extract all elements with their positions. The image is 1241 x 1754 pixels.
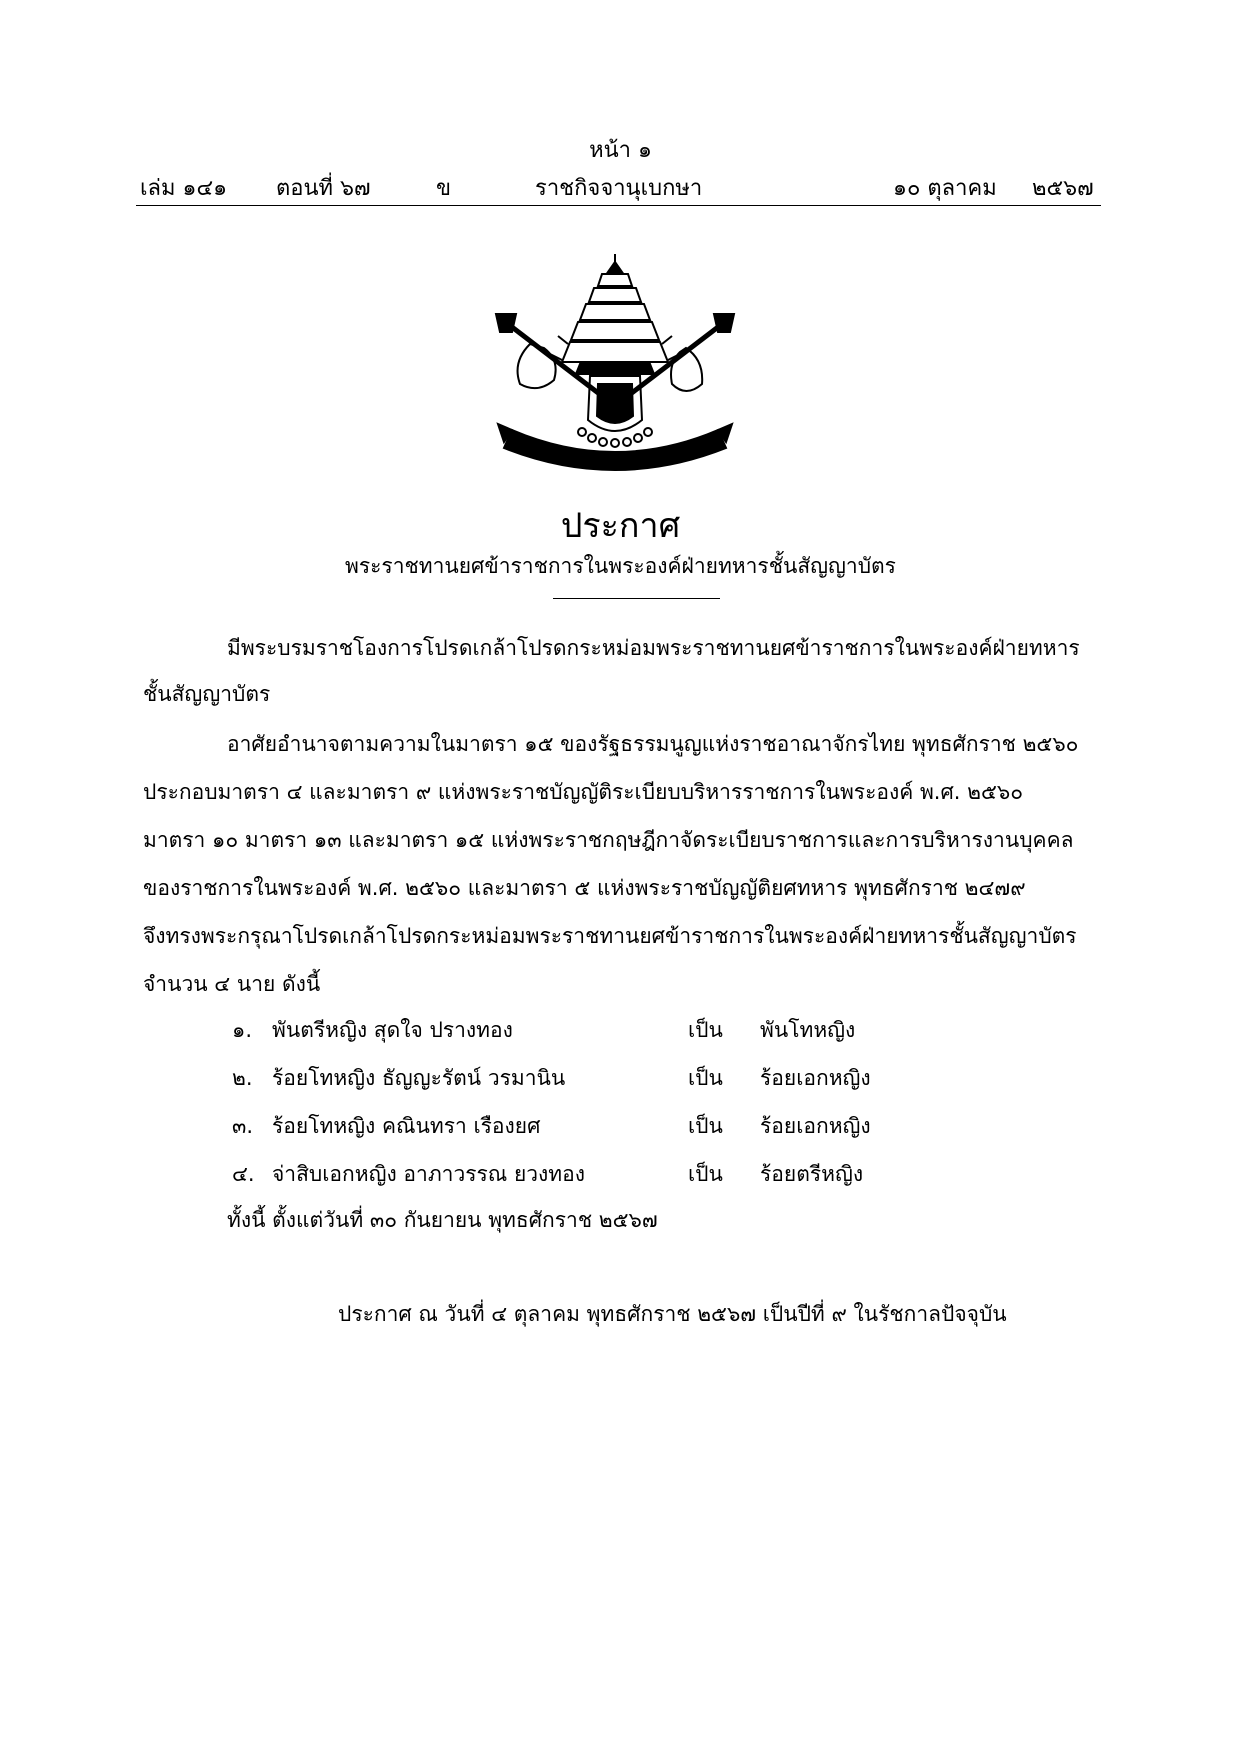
- header-rule: [136, 205, 1101, 206]
- section-number: ตอนที่ ๖๗: [276, 176, 371, 201]
- publication-name: ราชกิจจานุเบกษา: [535, 176, 703, 201]
- list-item-as: เป็น: [688, 1018, 723, 1042]
- list-item: [0, 1014, 1241, 1044]
- section-letter: ข: [436, 176, 452, 201]
- paragraph-1-line-1: มีพระบรมราชโองการโปรดเกล้าโปรดกระหม่อมพระราชทานยศข้าราชการในพระองค์ฝ่ายทหาร: [227, 636, 1080, 660]
- list-item-as: เป็น: [688, 1114, 723, 1138]
- list-item-rank: พันโทหญิง: [760, 1018, 856, 1042]
- list-item-number: ๒.: [232, 1066, 253, 1090]
- list-item-as: เป็น: [688, 1066, 723, 1090]
- list-item-name: ร้อยโทหญิง คณินทรา เรืองยศ: [272, 1114, 541, 1138]
- list-item: [0, 1158, 1241, 1188]
- list-item-rank: ร้อยตรีหญิง: [760, 1162, 864, 1186]
- paragraph-2-line-1: อาศัยอำนาจตามความในมาตรา ๑๕ ของรัฐธรรมนูญแห่งราชอาณาจักรไทย พุทธศักราช ๒๕๖๐: [227, 732, 1079, 756]
- effective-date: ทั้งนี้ ตั้งแต่วันที่ ๓๐ กันยายน พุทธศักราช ๒๕๖๗: [227, 1208, 658, 1232]
- list-item-rank: ร้อยเอกหญิง: [760, 1114, 871, 1138]
- paragraph-2-line-3: มาตรา ๑๐ มาตรา ๑๓ และมาตรา ๑๕ แห่งพระราชกฤษฎีกาจัดระเบียบราชการและการบริหารงานบุคคล: [143, 828, 1074, 852]
- paragraph-2-line-2: ประกอบมาตรา ๔ และมาตรา ๙ แห่งพระราชบัญญัติระเบียบบริหารราชการในพระองค์ พ.ศ. ๒๕๖๐: [143, 780, 1024, 804]
- list-item-name: ร้อยโทหญิง ธัญญะรัตน์ วรมานิน: [272, 1066, 566, 1090]
- list-item-as: เป็น: [688, 1162, 723, 1186]
- announcement-date: ประกาศ ณ วันที่ ๔ ตุลาคม พุทธศักราช ๒๕๖๗ เป็นปีที่ ๙ ในรัชกาลปัจจุบัน: [338, 1302, 1007, 1326]
- list-item: [0, 1110, 1241, 1140]
- issue-date: ๑๐ ตุลาคม: [893, 176, 997, 201]
- announcement-title: ประกาศ: [560, 506, 681, 546]
- paragraph-1-line-2: ชั้นสัญญาบัตร: [143, 682, 271, 706]
- royal-seal-icon: [490, 252, 740, 477]
- announcement-subtitle: พระราชทานยศข้าราชการในพระองค์ฝ่ายทหารชั้นสัญญาบัตร: [345, 554, 896, 578]
- volume-number: เล่ม ๑๔๑: [140, 176, 228, 201]
- paragraph-2-line-5: จึงทรงพระกรุณาโปรดเกล้าโปรดกระหม่อมพระราชทานยศข้าราชการในพระองค์ฝ่ายทหารชั้นสัญญาบัตร: [143, 924, 1077, 948]
- list-item-number: ๑.: [232, 1018, 253, 1042]
- paragraph-2-line-4: ของราชการในพระองค์ พ.ศ. ๒๕๖๐ และมาตรา ๕ แห่งพระราชบัญญัติยศทหาร พุทธศักราช ๒๔๗๙: [143, 876, 1026, 900]
- list-item-rank: ร้อยเอกหญิง: [760, 1066, 871, 1090]
- issue-year: ๒๕๖๗: [1032, 176, 1094, 201]
- list-item: [0, 1062, 1241, 1092]
- title-rule: [553, 598, 720, 599]
- paragraph-2-line-6: จำนวน ๔ นาย ดังนี้: [143, 972, 321, 996]
- list-item-name: จ่าสิบเอกหญิง อาภาวรรณ ยวงทอง: [272, 1162, 586, 1186]
- list-item-number: ๓.: [232, 1114, 254, 1138]
- list-item-number: ๔.: [232, 1162, 255, 1186]
- list-item-name: พันตรีหญิง สุดใจ ปรางทอง: [272, 1018, 513, 1042]
- page-number: หน้า ๑: [589, 138, 652, 163]
